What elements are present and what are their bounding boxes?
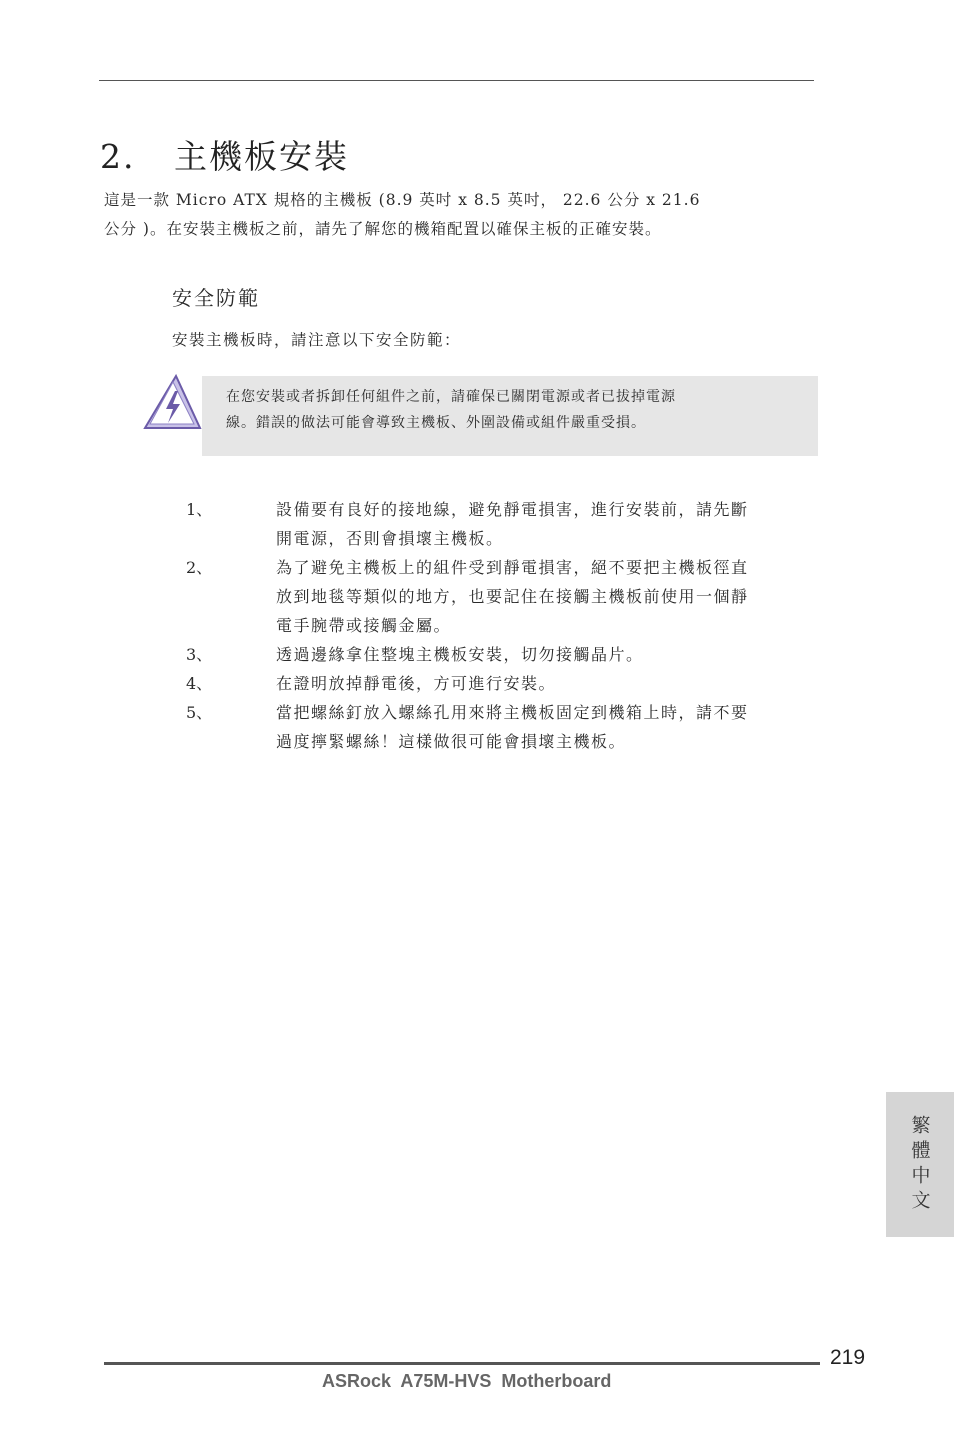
- warning-line: 在您安裝或者拆卸任何組件之前，請確保已關閉電源或者已拔掉電源: [226, 389, 676, 405]
- list-item: [186, 698, 806, 756]
- intro-line: 這是一款 Micro ATX 規格的主機板 (8.9 英吋 x 8.5 英吋， 22.6 公分 x 21.6: [104, 191, 701, 209]
- safety-lead: 安裝主機板時，請注意以下安全防範：: [172, 331, 462, 349]
- list-item: [186, 669, 806, 698]
- section-title: 主機板安裝: [174, 137, 349, 176]
- section-number: 2.: [100, 137, 136, 176]
- warning-line: 線。錯誤的做法可能會導致主機板、外圍設備或組件嚴重受損。: [226, 415, 646, 431]
- warning-lightning-icon: [142, 373, 202, 433]
- top-rule: [99, 80, 814, 81]
- intro-paragraph: [104, 186, 794, 244]
- step-line: 開電源，否則會損壞主機板。: [276, 529, 504, 548]
- intro-line: 公分 )。在安裝主機板之前，請先了解您的機箱配置以確保主板的正確安裝。: [104, 220, 662, 238]
- step-line: 過度擰緊螺絲！這樣做很可能會損壞主機板。: [276, 732, 627, 751]
- step-number: 5、: [186, 703, 213, 722]
- step-line: 在證明放掉靜電後，方可進行安裝。: [276, 674, 557, 693]
- step-number: 2、: [186, 558, 213, 577]
- list-item: [186, 640, 806, 669]
- page-number: 219: [830, 1346, 866, 1369]
- list-item: [186, 553, 806, 640]
- steps-list: [186, 495, 806, 756]
- language-tab-label: 繁體中文: [908, 1114, 931, 1215]
- step-number: 3、: [186, 645, 213, 664]
- footer-product-title: ASRock A75M-HVS Motherboard: [322, 1371, 612, 1391]
- page-title: [100, 131, 349, 178]
- safety-heading: 安全防範: [172, 286, 260, 310]
- step-line: 為了避免主機板上的組件受到靜電損害，絕不要把主機板徑直: [276, 558, 749, 577]
- warning-text: [226, 384, 786, 436]
- footer-rule: [104, 1362, 820, 1365]
- step-line: 透過邊緣拿住整塊主機板安裝，切勿接觸晶片。: [276, 645, 644, 664]
- step-line: 放到地毯等類似的地方，也要記住在接觸主機板前使用一個靜: [276, 587, 749, 606]
- step-line: 當把螺絲釘放入螺絲孔用來將主機板固定到機箱上時，請不要: [276, 703, 749, 722]
- step-line: 電手腕帶或接觸金屬。: [276, 616, 452, 635]
- step-number: 1、: [186, 500, 213, 519]
- step-line: 設備要有良好的接地線，避免靜電損害，進行安裝前，請先斷: [276, 500, 749, 519]
- step-number: 4、: [186, 674, 213, 693]
- list-item: [186, 495, 806, 553]
